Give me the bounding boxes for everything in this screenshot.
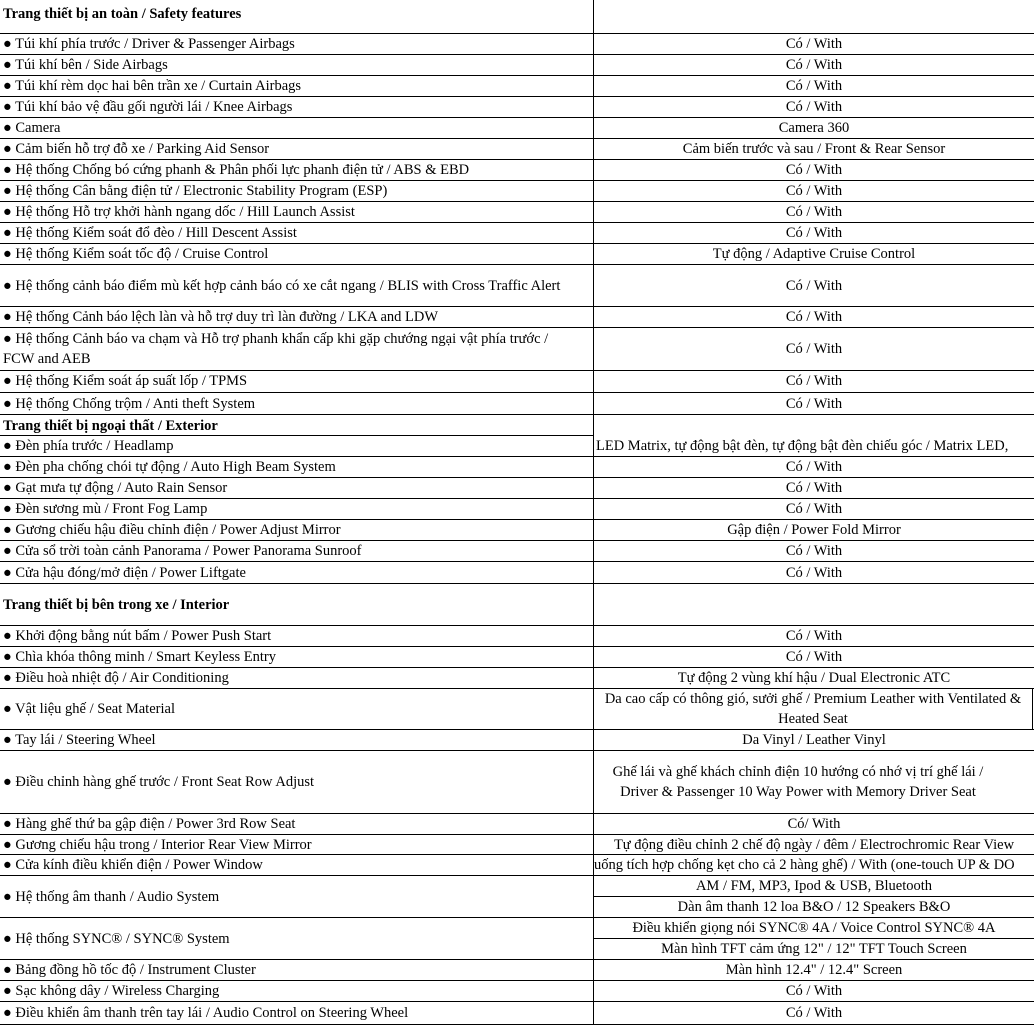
table-row — [0, 562, 1034, 583]
table-row — [0, 307, 1034, 327]
feature-value: Ghế lái và ghế khách chỉnh điện 10 hướng có nhớ vị trí ghế lái / Driver & Passenger 10 Way Power with Memory Driver Seat — [612, 764, 984, 800]
table-row — [0, 202, 1034, 222]
feature-label: ● Hệ thống Kiểm soát đổ đèo / Hill Descent Assist — [3, 225, 297, 241]
feature-value: Có/ With — [787, 816, 841, 832]
feature-value: Có / With — [785, 225, 843, 241]
row-divider — [0, 117, 1034, 118]
row-divider — [0, 414, 1034, 415]
feature-label: ● Sạc không dây / Wireless Charging — [3, 983, 220, 999]
feature-label: ● Hệ thống Kiểm soát tốc độ / Cruise Control — [3, 246, 269, 262]
table-row — [0, 457, 1034, 477]
feature-label: ● Điều hoà nhiệt độ / Air Conditioning — [3, 670, 229, 686]
feature-value: Tự động / Adaptive Cruise Control — [712, 246, 916, 262]
table-row — [0, 668, 1034, 688]
row-divider — [0, 327, 1034, 328]
feature-value: Có / With — [785, 204, 843, 220]
table-row — [0, 730, 1034, 750]
feature-label: ● Đèn phía trước / Headlamp — [3, 438, 174, 454]
row-divider — [0, 813, 1034, 814]
row-divider — [0, 370, 1034, 371]
feature-value: Có / With — [785, 564, 843, 581]
feature-value: Tự động 2 vùng khí hậu / Dual Electronic ATC — [677, 670, 951, 686]
table-row — [0, 393, 1034, 415]
row-divider — [0, 646, 1034, 647]
row-divider — [0, 875, 1034, 876]
section-header-exterior — [0, 415, 1034, 436]
section-title: Trang thiết bị ngoại thất / Exterior — [3, 417, 218, 434]
feature-value: Có / With — [785, 183, 843, 199]
row-divider — [0, 33, 1034, 34]
table-row — [0, 855, 1034, 875]
row-divider — [0, 477, 1034, 478]
row-divider — [0, 75, 1034, 76]
row-divider — [0, 498, 1034, 499]
feature-value-2: Màn hình TFT cảm ứng 12" / 12" TFT Touch Screen — [661, 940, 967, 957]
table-row — [0, 97, 1034, 117]
table-row — [0, 223, 1034, 243]
feature-label: ● Hệ thống Chống bó cứng phanh & Phân phối lực phanh điện tử / ABS & EBD — [3, 162, 470, 178]
table-row — [0, 835, 1034, 855]
feature-label: ● Túi khí bảo vệ đầu gối người lái / Knee Airbags — [3, 99, 293, 115]
table-row — [0, 981, 1034, 1001]
feature-label: ● Hệ thống Cân bằng điện tử / Electronic Stability Program (ESP) — [3, 183, 388, 199]
row-divider — [0, 456, 1034, 457]
feature-value: Có / With — [785, 1005, 843, 1021]
feature-value: Camera 360 — [778, 120, 850, 136]
table-row — [0, 160, 1034, 180]
table-row — [0, 689, 1034, 729]
feature-value-2: Dàn âm thanh 12 loa B&O / 12 Speakers B&O — [677, 898, 951, 915]
feature-label: ● Túi khí phía trước / Driver & Passenger Airbags — [3, 36, 295, 52]
feature-value-1: AM / FM, MP3, Ipod & USB, Bluetooth — [695, 877, 933, 894]
feature-label: ● Khởi động bằng nút bấm / Power Push Start — [3, 628, 272, 644]
feature-label: ● Túi khí bên / Side Airbags — [3, 57, 168, 73]
table-row — [0, 647, 1034, 667]
table-row — [0, 436, 1034, 456]
table-row — [0, 541, 1034, 561]
table-row — [0, 118, 1034, 138]
feature-label: ● Camera — [3, 120, 61, 136]
column-divider — [593, 0, 594, 1025]
table-row — [0, 960, 1034, 980]
table-row — [0, 626, 1034, 646]
row-divider — [0, 264, 1034, 265]
feature-label: ● Hệ thống Kiểm soát áp suất lốp / TPMS — [3, 373, 248, 389]
feature-value: Có / With — [785, 277, 843, 294]
row-divider — [0, 854, 1034, 855]
feature-value: Có / With — [785, 36, 843, 52]
feature-value: Có / With — [785, 78, 843, 94]
table-row — [0, 478, 1034, 498]
feature-value: Da cao cấp có thông gió, sưởi ghế / Premium Leather with Ventilated & Heated Seat — [594, 689, 1033, 729]
feature-value: Màn hình 12.4" / 12.4" Screen — [725, 962, 903, 978]
feature-label: ● Hệ thống Hỗ trợ khởi hành ngang dốc / Hill Launch Assist — [3, 204, 355, 220]
row-divider — [0, 435, 593, 436]
feature-value: Cảm biến trước và sau / Front & Rear Sensor — [682, 141, 946, 157]
feature-value: Có / With — [785, 373, 843, 389]
section-value — [594, 0, 1034, 33]
table-row — [0, 181, 1034, 201]
row-divider — [0, 583, 1034, 584]
feature-value: Tự động điều chỉnh 2 chế độ ngày / đêm / Electrochromic Rear View — [613, 837, 1015, 853]
feature-label: ● Điều khiển âm thanh trên tay lái / Audio Control on Steering Wheel — [3, 1005, 409, 1021]
section-title: Trang thiết bị bên trong xe / Interior — [3, 596, 230, 613]
feature-value: Có / With — [785, 543, 843, 559]
row-divider — [0, 180, 1034, 181]
row-divider — [594, 938, 1034, 939]
feature-value: Có / With — [785, 480, 843, 496]
feature-value: Có / With — [785, 649, 843, 665]
feature-label: ● Cửa sổ trời toàn cảnh Panorama / Power Panorama Sunroof — [3, 543, 362, 559]
table-row — [0, 371, 1034, 391]
feature-label: ● Điều chỉnh hàng ghế trước / Front Seat Row Adjust — [3, 774, 315, 790]
feature-label: ● Đèn sương mù / Front Fog Lamp — [3, 501, 208, 517]
row-divider — [0, 1001, 1034, 1002]
table-row — [0, 751, 1034, 813]
table-row — [0, 55, 1034, 75]
table-row — [0, 139, 1034, 159]
row-divider — [0, 667, 1034, 668]
row-divider — [0, 222, 1034, 223]
table-row — [0, 244, 1034, 264]
feature-label: ● Vật liệu ghế / Seat Material — [3, 701, 175, 717]
feature-label: ● Gương chiếu hậu điều chỉnh điện / Power Adjust Mirror — [3, 522, 341, 538]
row-divider — [0, 243, 1034, 244]
row-divider — [0, 392, 1034, 393]
row-divider — [0, 980, 1034, 981]
table-row — [0, 34, 1034, 54]
feature-value: Có / With — [785, 57, 843, 73]
section-title: Trang thiết bị an toàn / Safety features — [3, 6, 242, 22]
row-divider — [0, 750, 1034, 751]
feature-label: ● Hệ thống Chống trộm / Anti theft System — [3, 396, 256, 412]
row-divider — [594, 896, 1034, 897]
feature-value: Gập điện / Power Fold Mirror — [727, 522, 901, 538]
feature-value: Có / With — [785, 983, 843, 999]
feature-label: ● Bảng đồng hồ tốc độ / Instrument Cluster — [3, 962, 256, 978]
section-header-interior — [0, 584, 1034, 625]
row-divider — [0, 959, 1034, 960]
feature-label: ● Cảm biến hỗ trợ đỗ xe / Parking Aid Sensor — [3, 141, 270, 157]
row-divider — [0, 729, 1034, 730]
feature-value: Có / With — [785, 459, 843, 475]
feature-value: Có / With — [785, 501, 843, 517]
feature-label: ● Hệ thống cảnh báo điểm mù kết hợp cảnh báo có xe cắt ngang / BLIS with Cross Traffic Alert — [3, 277, 561, 294]
row-divider — [0, 201, 1034, 202]
section-value — [594, 584, 1034, 625]
feature-label: ● Gạt mưa tự động / Auto Rain Sensor — [3, 480, 228, 496]
feature-value-1: Điều khiển giọng nói SYNC® 4A / Voice Control SYNC® 4A — [632, 919, 996, 936]
section-header-safety — [0, 0, 1034, 33]
row-divider — [0, 54, 1034, 55]
feature-label: ● Gương chiếu hậu trong / Interior Rear View Mirror — [3, 837, 312, 853]
feature-value: LED Matrix, tự động bật đèn, tự động bật đèn chiếu góc / Matrix LED, — [596, 438, 1009, 454]
row-divider — [0, 96, 1034, 97]
row-divider — [0, 625, 1034, 626]
row-divider — [0, 138, 1034, 139]
feature-label: ● Chìa khóa thông minh / Smart Keyless Entry — [3, 649, 276, 665]
table-row — [0, 814, 1034, 834]
table-row — [0, 520, 1034, 540]
table-row — [0, 1002, 1034, 1024]
feature-label: ● Cửa hậu đóng/mở điện / Power Liftgate — [3, 564, 246, 581]
table-row — [0, 265, 1034, 306]
feature-value: Có / With — [785, 309, 843, 325]
feature-label: ● Hệ thống âm thanh / Audio System — [3, 888, 220, 905]
feature-label: ● Túi khí rèm dọc hai bên trần xe / Curtain Airbags — [3, 78, 302, 94]
feature-value: Có / With — [785, 628, 843, 644]
section-value — [594, 415, 1034, 436]
feature-value: Có / With — [785, 341, 843, 357]
feature-label: ● Hệ thống Cảnh báo va chạm và Hỗ trợ phanh khẩn cấp khi gặp chướng ngại vật phía trước / FCW and AEB — [3, 331, 549, 367]
row-divider — [0, 519, 1034, 520]
feature-label: ● Tay lái / Steering Wheel — [3, 732, 156, 748]
feature-value: Có / With — [785, 99, 843, 115]
feature-label: ● Hàng ghế thứ ba gập điện / Power 3rd Row Seat — [3, 816, 296, 832]
feature-value: Có / With — [785, 396, 843, 412]
feature-value: uống tích hợp chống kẹt cho cả 2 hàng ghế) / With (one-touch UP & DO — [594, 857, 1015, 873]
row-divider — [0, 306, 1034, 307]
row-divider — [0, 917, 1034, 918]
feature-label: ● Cửa kính điều khiển điện / Power Window — [3, 857, 263, 873]
table-row — [0, 76, 1034, 96]
row-divider — [0, 540, 1034, 541]
feature-label: ● Hệ thống SYNC® / SYNC® System — [3, 930, 230, 947]
feature-label: ● Hệ thống Cảnh báo lệch làn và hỗ trợ duy trì làn đường / LKA and LDW — [3, 309, 439, 325]
feature-label: ● Đèn pha chống chói tự động / Auto High Beam System — [3, 459, 336, 475]
row-divider — [0, 159, 1034, 160]
row-divider — [0, 688, 1034, 689]
row-divider — [0, 834, 1034, 835]
row-divider — [0, 561, 1034, 562]
feature-value: Có / With — [785, 162, 843, 178]
feature-value: Da Vinyl / Leather Vinyl — [742, 732, 886, 748]
table-row — [0, 499, 1034, 519]
table-row — [0, 328, 1034, 370]
